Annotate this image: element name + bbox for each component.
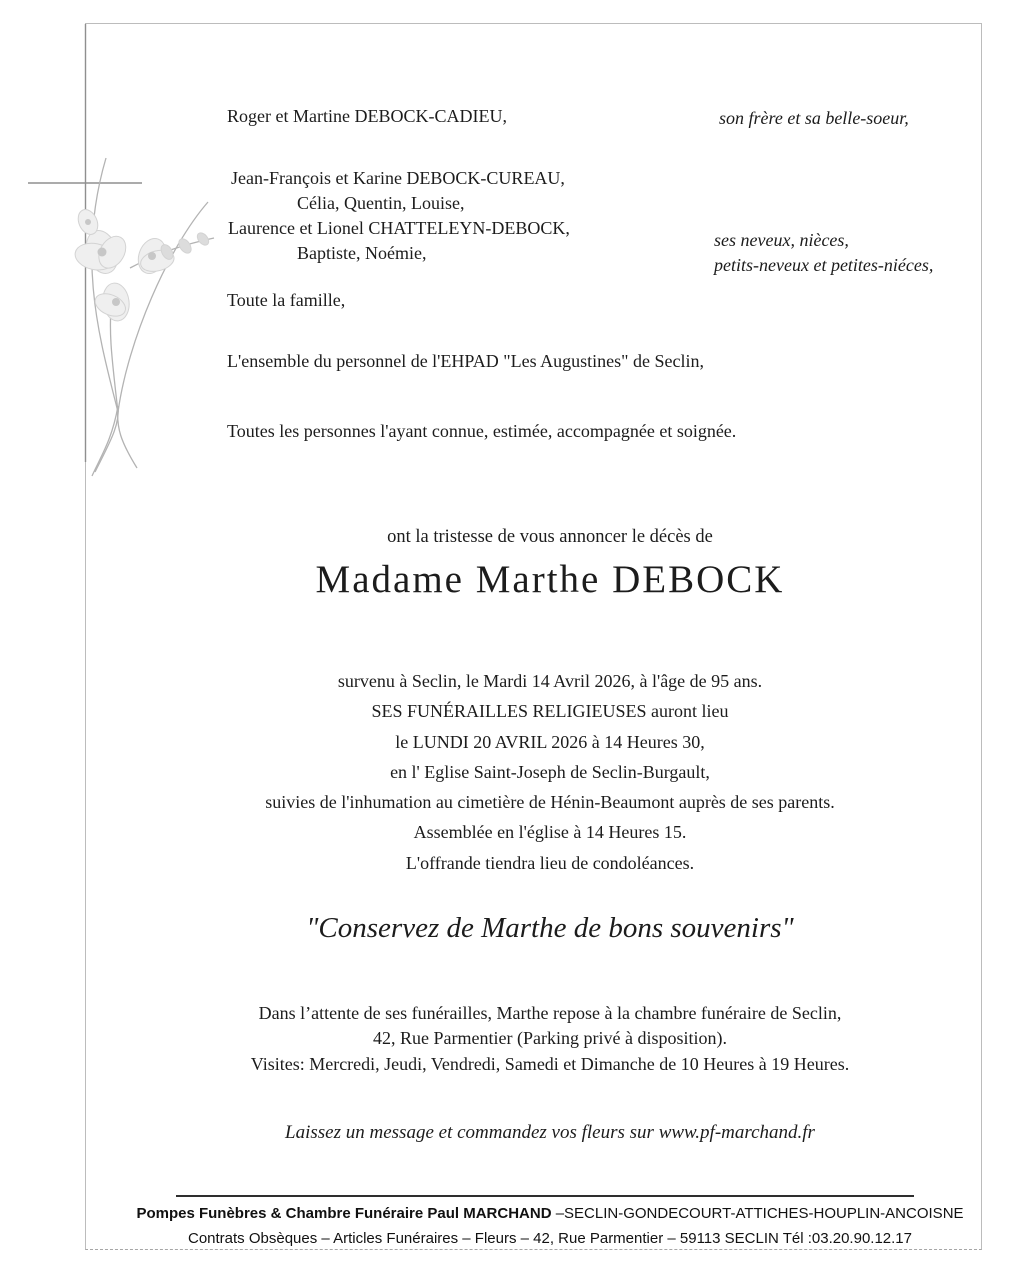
flowers-order-message: Laissez un message et commandez vos fleurs sur www.pf-marchand.fr bbox=[285, 1122, 815, 1143]
mourner-family-line: Toute la famille, bbox=[227, 290, 346, 310]
mourner-name-line: Jean-François et Karine DEBOCK-CUREAU, bbox=[231, 168, 565, 188]
ceremony-line-burial: suivies de l'inhumation au cimetière de Hénin-Beaumont auprès de ses parents. bbox=[265, 792, 835, 813]
relation-caption-nephews bbox=[714, 228, 933, 278]
ceremony-line-date: le LUNDI 20 AVRIL 2026 à 14 Heures 30, bbox=[395, 731, 705, 752]
footer-services-line: Contrats Obsèques – Articles Funéraires – Fleurs – 42, Rue Parmentier – 59113 SECLIN Tél :03.20.90.12.17 bbox=[187, 1230, 912, 1247]
mourner-staff-line: L'ensemble du personnel de l'EHPAD "Les Augustines" de Seclin, bbox=[227, 351, 704, 371]
mourner-name-line: Laurence et Lionel CHATTELEYN-DEBOCK, bbox=[228, 218, 570, 238]
ceremony-line-funerals: SES FUNÉRAILLES RELIGIEUSES auront lieu bbox=[371, 701, 729, 722]
ceremony-line-death: survenu à Seclin, le Mardi 14 Avril 2026, à l'âge de 95 ans. bbox=[337, 671, 763, 691]
mourner-name-line: Baptiste, Noémie, bbox=[297, 243, 427, 263]
footer-company-line bbox=[95, 1201, 1005, 1226]
relation-caption-line: petits-neveux et petites-niéces, bbox=[714, 255, 934, 275]
relation-caption-line: ses neveux, nièces, bbox=[714, 230, 849, 250]
footer-company-name: Pompes Funèbres & Chambre Funéraire Paul MARCHAND bbox=[136, 1205, 552, 1222]
repose-line-visits: Visites: Mercredi, Jeudi, Vendredi, Samedi et Dimanche de 10 Heures à 19 Heures. bbox=[250, 1053, 850, 1074]
repose-line-location: Dans l’attente de ses funérailles, Marthe repose à la chambre funéraire de Seclin, bbox=[258, 1003, 842, 1023]
mourner-names-block bbox=[228, 166, 570, 266]
repose-line-address: 42, Rue Parmentier (Parking privé à disposition). bbox=[373, 1028, 727, 1049]
orchid-blossoms bbox=[73, 206, 211, 322]
deceased-name: Madame Marthe DEBOCK bbox=[315, 558, 785, 601]
cross-and-orchid-decoration bbox=[0, 0, 250, 480]
ceremony-line-offering: L'offrande tiendra lieu de condoléances. bbox=[405, 852, 695, 873]
mourner-others-line: Toutes les personnes l'ayant connue, estimée, accompagnée et soignée. bbox=[227, 421, 737, 441]
funeral-home-footer bbox=[95, 1201, 1005, 1251]
ceremony-line-assembly: Assemblée en l'église à 14 Heures 15. bbox=[413, 822, 687, 843]
ceremony-details-block bbox=[95, 666, 1005, 878]
footer-locations: –SECLIN-GONDECOURT-ATTICHES-HOUPLIN-ANCOISNE bbox=[551, 1205, 964, 1222]
repose-info-block bbox=[95, 1001, 1005, 1077]
footer-divider-rule bbox=[176, 1195, 914, 1197]
announcement-intro: ont la tristesse de vous annoncer le décès de bbox=[387, 527, 713, 547]
relation-caption-brother: son frère et sa belle-soeur, bbox=[719, 108, 909, 128]
memorial-quote: "Conservez de Marthe de bons souvenirs" bbox=[306, 912, 794, 944]
mourner-name-line: Célia, Quentin, Louise, bbox=[297, 193, 465, 213]
ceremony-line-church: en l' Eglise Saint-Joseph de Seclin-Burgault, bbox=[390, 761, 710, 782]
mourner-couple-line: Roger et Martine DEBOCK-CADIEU, bbox=[227, 106, 507, 126]
